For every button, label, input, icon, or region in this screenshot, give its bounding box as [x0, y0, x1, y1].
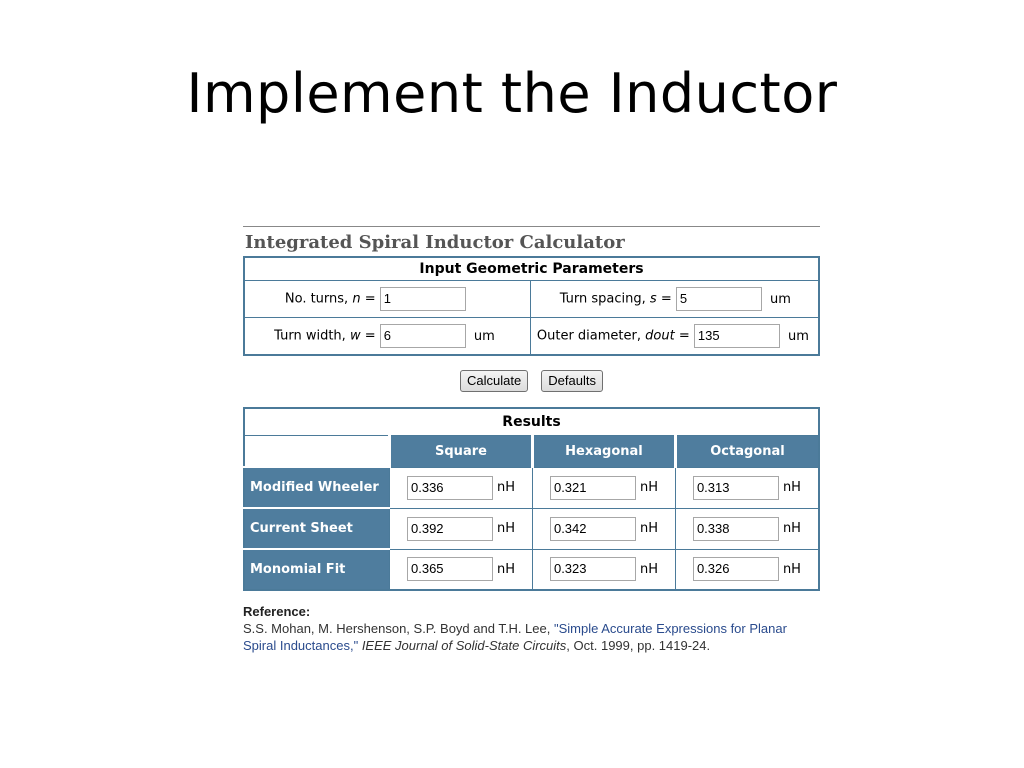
table-row: [244, 549, 819, 590]
unit-label: nH: [782, 561, 801, 577]
turns-label: No. turns, n =: [284, 291, 376, 307]
result-cell: [675, 549, 819, 590]
results-table: [243, 407, 820, 591]
unit-label: nH: [497, 521, 516, 536]
reference-authors: S.S. Mohan, M. Hershenson, S.P. Boyd and T.H. Lee,: [243, 621, 554, 636]
defaults-button[interactable]: Defaults: [541, 370, 603, 392]
reference-heading: Reference:: [243, 604, 311, 619]
diameter-unit: um: [788, 328, 809, 344]
unit-label: nH: [497, 561, 516, 577]
turns-input[interactable]: 1: [380, 287, 466, 311]
column-octagonal: Octagonal: [675, 436, 819, 468]
unit-label: nH: [782, 480, 801, 495]
results-header: Results: [244, 408, 819, 436]
button-row: [243, 356, 820, 394]
diameter-input[interactable]: 135: [694, 324, 780, 348]
result-cell: [390, 508, 533, 549]
table-row: [244, 467, 819, 508]
spacing-label: Turn spacing, s =: [559, 291, 672, 307]
width-cell: [244, 318, 530, 356]
result-cell: [390, 467, 533, 508]
result-value[interactable]: 0.323: [550, 557, 636, 581]
results-corner: [244, 436, 390, 468]
result-value[interactable]: 0.392: [407, 517, 493, 541]
spacing-cell: [530, 281, 819, 318]
slide-title: Implement the Inductor: [186, 62, 838, 125]
row-monomial-fit: Monomial Fit: [244, 549, 390, 590]
result-value[interactable]: 0.326: [693, 557, 779, 581]
result-cell: [675, 508, 819, 549]
width-input[interactable]: 6: [380, 324, 466, 348]
calculate-button[interactable]: Calculate: [460, 370, 528, 392]
unit-label: nH: [497, 480, 516, 495]
reference-citation: [243, 620, 808, 654]
result-value[interactable]: 0.336: [407, 476, 493, 500]
row-modified-wheeler: Modified Wheeler: [244, 467, 390, 508]
input-parameters-table: [243, 256, 820, 356]
reference-journal: IEEE Journal of Solid-State Circuits: [361, 638, 567, 653]
column-square: Square: [390, 436, 533, 468]
column-hexagonal: Hexagonal: [532, 436, 675, 468]
width-unit: um: [473, 328, 495, 344]
calculator-title: Integrated Spiral Inductor Calculator: [245, 232, 625, 253]
diameter-label: Outer diameter, dout =: [536, 328, 690, 344]
unit-label: nH: [639, 480, 658, 495]
result-value[interactable]: 0.321: [550, 476, 636, 500]
unit-label: nH: [639, 561, 658, 577]
reference-block: [243, 603, 820, 654]
result-cell: [675, 467, 819, 508]
spacing-unit: um: [770, 291, 791, 307]
inductor-calculator: [243, 226, 820, 654]
result-cell: [532, 508, 675, 549]
result-value[interactable]: 0.365: [407, 557, 493, 581]
input-parameters-header: Input Geometric Parameters: [244, 257, 819, 281]
width-label: Turn width, w =: [274, 328, 376, 344]
reference-link[interactable]: "Simple Accurate Expressions for Planar Spiral Inductances,": [243, 621, 787, 653]
unit-label: nH: [782, 521, 801, 536]
result-value[interactable]: 0.313: [693, 476, 779, 500]
result-value[interactable]: 0.338: [693, 517, 779, 541]
turns-cell: [244, 281, 530, 318]
table-row: [244, 508, 819, 549]
spacing-input[interactable]: 5: [676, 287, 762, 311]
result-value[interactable]: 0.342: [550, 517, 636, 541]
result-cell: [390, 549, 533, 590]
diameter-cell: [530, 318, 819, 356]
unit-label: nH: [639, 521, 658, 536]
reference-tail: , Oct. 1999, pp. 1419-24.: [566, 638, 711, 653]
result-cell: [532, 549, 675, 590]
result-cell: [532, 467, 675, 508]
row-current-sheet: Current Sheet: [244, 508, 390, 549]
